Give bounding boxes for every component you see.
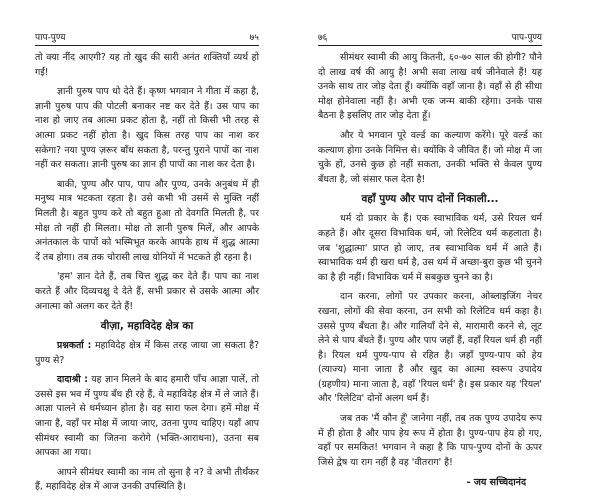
section-heading: वीज़ा, महाविदेह क्षेत्र का — [100, 320, 194, 333]
page-number: ७५ — [249, 33, 259, 43]
paragraph: आपने सीमंधर स्वामी का नाम तो सुना है न? वे अभी तीर्थंकर हैं, महाविदेह क्षेत्र में आज उनकी उपस्थिति है। — [35, 466, 259, 493]
qa-text: यह ज्ञान मिलने के बाद हमारी पाँच आज्ञा पालें, तो उससे इस भव में पुण्य बँध ही रहे हैं, वे महाविदेह क्षेत्र में ले जाते हैं। आज्ञा पालने से धर्मध्यान होता है। वह सारा फल देगा। हमें मोक्ष में जाना है, वहाँ पर मोक्ष में जाया जाए, उतना पुण्य चाहिए। यहाँ आप सीमंधर स्वामी का जितना करोगे (भक्ति-आराधना), उतना सब आपका आ गया। — [35, 374, 259, 459]
right-page — [318, 30, 542, 488]
paragraph: जब तक 'मैं कौन हूँ' जानेगा नहीं, तब तक पुण्य उपादेय रूप में ही होता है और पाप हेय रूप में होता है। पुण्य-पाप हेय हो गए, वहाँ पर समकित! भगवान ने कहा है कि पाप-पुण्य दोनों के ऊपर जिसे द्वेष या राग नहीं है वह 'वीतराग' है! — [318, 413, 542, 468]
header-title: पाप-पुण्य — [511, 33, 542, 43]
paragraph: धर्म दो प्रकार के हैं। एक स्वाभाविक धर्म, उसे रियल धर्म कहते हैं। और दूसरा विभाविक धर्म, जो रिलेटिव धर्म कहलाता है। जब 'शुद्धात्मा' प्राप्त हो जाए, तब स्वाभाविक धर्म में आते हैं। स्वाभाविक धर्म ही खरा धर्म है, उस धर्म में अच्छा-बुरा कुछ भी चुनने का है ही नहीं। विभाविक धर्म में सबकुछ चुनने का है। — [318, 213, 542, 283]
speaker-label: प्रश्नकर्ता : — [57, 340, 92, 352]
paragraph: सीमंधर स्वामी की आयु कितनी, ६०-७० साल की होगी? पौने दो लाख वर्ष की आयु है! अभी सवा लाख वर्ष जीनेवाले हैं! यह उनके साथ तार जोड़ देता हूँ। क्योंकि वहाँ जाना है। वहाँ से ही सीधा मोक्ष होनेवाला नहीं है। अभी एक जन्म बाकी रहेगा। उनके पास बैठना है इसलिए तार जोड़ देता हूँ। — [318, 52, 542, 122]
paragraph: ज्ञानी पुरुष पाप धो देते हैं। कृष्ण भगवान ने गीता में कहा है, ज्ञानी पुरुष पाप की पोटली बनाकर नष्ट कर देते हैं। उस पाप का नाश हो जाए तब आत्मा प्रकट होता है, नहीं तो किसी भी तरह से आत्मा प्रकट नहीं होता है। खुद किस तरह पाप का नाश कर सकेगा? नया पुण्य ज़रूर बाँध सकता है, परन्तु पुराने पापों का नाश नहीं कर सकता। ज्ञानी पुरुष का ज्ञान ही पापों का नाश कर देता है। — [35, 86, 259, 171]
signature: - जय सच्चिदानंद — [466, 477, 526, 489]
paragraph: और ये भगवान पूरे वर्ल्ड का कल्याण करेंगे। पूरे वर्ल्ड का कल्याण होगा उनके निमित्त से। क्योंकि वे जीवित हैं। जो मोक्ष में जा चुके हों, उनसे कुछ हो नहीं सकता, उनकी भक्ति से केवल पुण्य बँधता है, जो संसार फल देता है! — [318, 129, 542, 185]
qa-question — [35, 339, 259, 368]
paragraph: बाकी, पुण्य और पाप, पाप और पुण्य, उनके अनुबंध में ही मनुष्य मात्र भटकता रहता है। उसे कभी भी उसमें से मुक्ति नहीं मिलती है। बहुत पुण्य करे तो बहुत हुआ तो देवगति मिलती है, पर मोक्ष तो नहीं ही मिलता। मोक्ष तो ज्ञानी पुरुष मिलें, और आपके अनंतकाल के पापों को भस्मिभूत करके आपके हाथ में शुद्ध आत्मा दें तब होगा। तब तक चोरासी लाख योनियों में भटकते ही रहना है। — [35, 178, 259, 263]
page-number: ७६ — [318, 33, 328, 43]
qa-text: महाविदेह क्षेत्र में किस तरह जाया जा सकता है? पुण्य से? — [35, 340, 259, 366]
qa-answer — [35, 373, 259, 461]
paragraph: तो क्या नींद आएगी? यह तो खुद की सारी अनंत शक्तियाँ व्यर्थ हो गईं! — [35, 52, 259, 78]
paragraph: 'हम' ज्ञान देते हैं, तब चित्त शुद्ध कर देते हैं। पाप का नाश करते हैं और दिव्यचक्षु दे देते हैं, सभी प्रकार से उसके आत्मा और अनात्मा को अलग कर देते हैं! — [35, 271, 259, 312]
page-header — [35, 30, 259, 46]
header-title: पाप-पुण्य — [35, 33, 66, 43]
page-header — [318, 30, 542, 46]
speaker-label: दादाश्री : — [57, 374, 88, 386]
left-page — [35, 30, 259, 500]
paragraph: दान करना, लोगों पर उपकार करना, ओब्लाइजिंग नेचर रखना, लोगों की सेवा करना, उन सभी को रिलेटिव धर्म कहा है। उससे पुण्य बँधता है। और गालियाँ देने से, मारामारी करने से, लूट लेने से पाप बँधते हैं। पुण्य और पाप जहाँ हैं, वहाँ रियल धर्म ही नहीं है। रियल धर्म पुण्य-पाप से रहित है। जहाँ पुण्य-पाप को हेय (त्याज्य) माना जाता है और खुद का आत्मा स्वरूप उपादेय (ग्रहणीय) माना जाता है, वहाँ 'रियल धर्म' है। इस प्रकार यह 'रियल' और 'रिलेटिव' दोनों अलग धर्म हैं। — [318, 291, 542, 405]
section-heading: वहाँ पुण्य और पाप दोनों निकाली... — [361, 193, 499, 206]
